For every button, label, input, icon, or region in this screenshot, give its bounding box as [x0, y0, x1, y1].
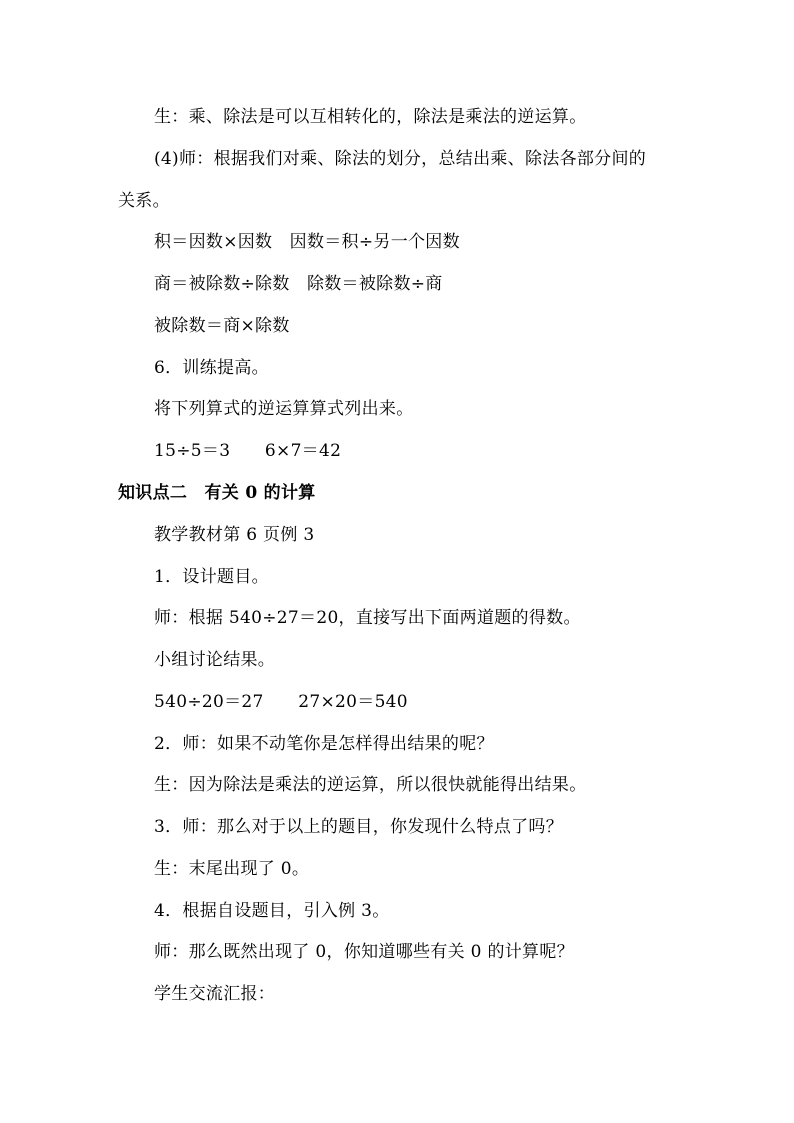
section-heading: 知识点二 有关 0 的计算	[118, 483, 316, 503]
instruction-line: 小组讨论结果。	[154, 650, 276, 670]
dialogue-line: 生：末尾出现了 0。	[154, 859, 310, 879]
numbered-step: 6．训练提高。	[154, 358, 269, 378]
textbook-reference: 教学教材第 6 页例 3	[154, 525, 315, 545]
dialogue-line: 师：根据 540÷27＝20，直接写出下面两道题的得数。	[154, 608, 581, 628]
instruction-line: 学生交流汇报：	[154, 984, 276, 1004]
numbered-step: 3．师：那么对于以上的题目，你发现什么特点了吗？	[154, 817, 564, 837]
dialogue-line: 师：那么既然出现了 0，你知道哪些有关 0 的计算呢？	[154, 942, 574, 962]
paragraph-line: (4)师：根据我们对乘、除法的划分，总结出乘、除法各部分间的	[154, 149, 647, 169]
numbered-step: 4．根据自设题目，引入例 3。	[154, 901, 390, 921]
dialogue-line: 生：因为除法是乘法的逆运算，所以很快就能得出结果。	[154, 775, 587, 795]
instruction-line: 将下列算式的逆运算算式列出来。	[154, 399, 414, 419]
dialogue-line: 生：乘、除法是可以互相转化的，除法是乘法的逆运算。	[154, 107, 587, 127]
numbered-step: 1．设计题目。	[154, 567, 269, 587]
paragraph-continuation: 关系。	[118, 191, 170, 211]
formula-line: 被除数＝商×除数	[154, 316, 290, 336]
numbered-step: 2．师：如果不动笔你是怎样得出结果的呢？	[154, 734, 494, 754]
formula-line: 商＝被除数÷除数 除数＝被除数÷商	[154, 274, 443, 294]
equation-line: 15÷5＝3 6×7＝42	[154, 441, 342, 461]
equation-line: 540÷20＝27 27×20＝540	[154, 692, 408, 712]
formula-line: 积＝因数×因数 因数＝积÷另一个因数	[154, 232, 460, 252]
